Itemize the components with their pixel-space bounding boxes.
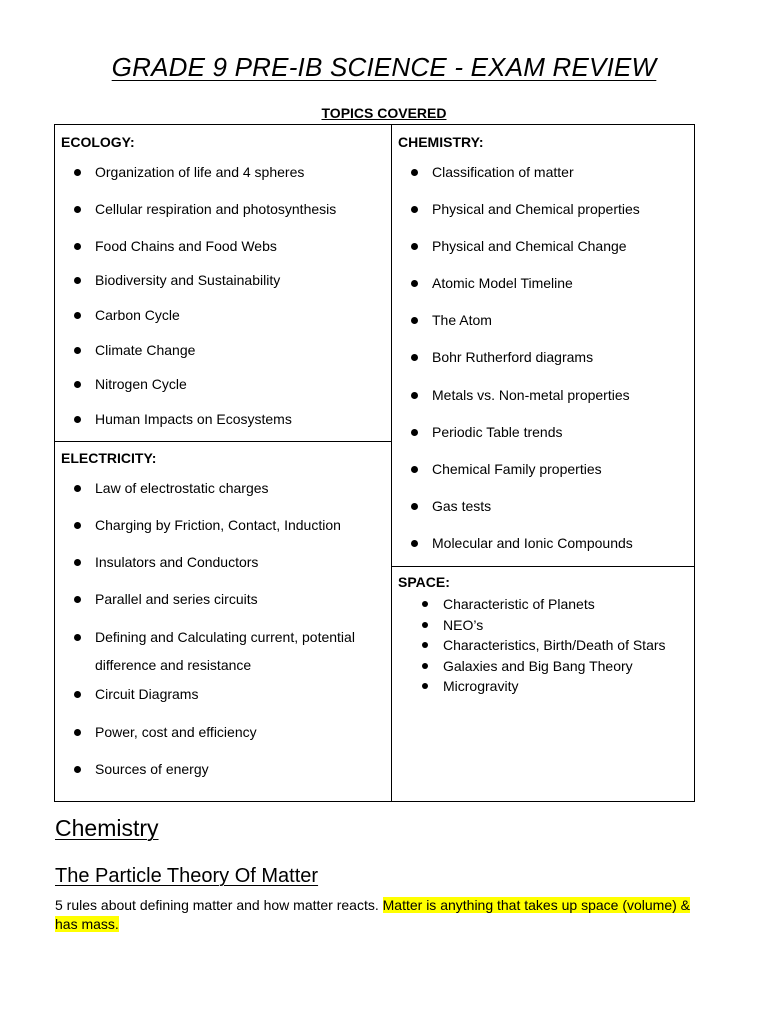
list-item-text: Climate Change [95,342,196,358]
list-item-text: Sources of energy [95,761,209,777]
bullet-icon [422,622,428,628]
bullet-icon [74,312,81,319]
list-item-text: Charging by Friction, Contact, Induction [95,517,341,533]
bullet-icon [74,559,81,566]
list-item-text: Physical and Chemical Change [432,238,627,254]
right-column [392,125,694,801]
bullet-icon [422,663,428,669]
list-item-text: Molecular and Ionic Compounds [432,535,633,551]
list-item-text: Biodiversity and Sustainability [95,272,281,288]
bullet-icon [74,416,81,423]
bullet-icon [74,243,81,250]
sub-heading: The Particle Theory Of Matter [55,865,319,887]
list-item-text: Microgravity [443,678,519,694]
list-item-text: Food Chains and Food Webs [95,238,277,254]
bullet-icon [74,206,81,213]
list-item-text: Gas tests [432,498,492,514]
list-item-text: Metals vs. Non-metal properties [432,387,630,403]
section-heading: Chemistry [55,815,159,841]
bullet-icon [411,392,418,399]
bullet-icon [74,729,81,736]
left-column [55,125,392,801]
list-item-text: Nitrogen Cycle [95,376,187,392]
list-item-text: Insulators and Conductors [95,554,259,570]
list-item-text: Human Impacts on Ecosystems [95,411,292,427]
list-item-text: NEO’s [443,617,484,633]
bullet-icon [74,347,81,354]
bullet-icon [411,243,418,250]
ecology-heading: ECOLOGY: [61,134,135,150]
electricity-heading: ELECTRICITY: [61,450,157,466]
bullet-icon [74,169,81,176]
chemistry-cell [392,125,694,566]
space-cell [392,566,694,801]
bullet-icon [411,540,418,547]
bullet-icon [411,503,418,510]
list-item-text: Physical and Chemical properties [432,201,640,217]
bullet-icon [411,354,418,361]
list-item-text: Cellular respiration and photosynthesis [95,201,337,217]
bullet-icon [74,381,81,388]
bullet-icon [74,596,81,603]
list-item-text: Defining and Calculating current, potential difference and resistance [95,629,355,673]
bullet-icon [411,280,418,287]
list-item-text: Atomic Model Timeline [432,275,573,291]
list-item-text: Periodic Table trends [432,424,563,440]
bullet-icon [411,169,418,176]
document-title: GRADE 9 PRE-IB SCIENCE - EXAM REVIEW [111,52,657,82]
space-heading: SPACE: [398,574,450,590]
list-item-text: Circuit Diagrams [95,686,199,702]
paragraph-text: 5 rules about defining matter and how matter reacts. [55,897,383,913]
bullet-icon [411,429,418,436]
list-item-text: Organization of life and 4 spheres [95,164,305,180]
list-item-text: Carbon Cycle [95,307,180,323]
chemistry-heading: CHEMISTRY: [398,134,484,150]
list-item-text: Bohr Rutherford diagrams [432,349,594,365]
bullet-icon [74,634,81,641]
ecology-cell [55,125,391,441]
bullet-icon [411,206,418,213]
bullet-icon [74,522,81,529]
list-item-text: Classification of matter [432,164,574,180]
highlighted-definition: Matter is anything that takes up space (volume) & has mass. [55,897,690,932]
intro-paragraph [55,896,715,934]
bullet-icon [422,642,428,648]
bullet-icon [411,466,418,473]
bullet-icon [422,601,428,607]
bullet-icon [74,691,81,698]
list-item-text: Characteristics, Birth/Death of Stars [443,637,666,653]
list-item-text: Power, cost and efficiency [95,724,257,740]
topics-table [54,124,695,802]
list-item-text: Galaxies and Big Bang Theory [443,658,633,674]
bullet-icon [74,766,81,773]
list-item-text: Chemical Family properties [432,461,602,477]
electricity-cell [55,441,391,801]
bullet-icon [74,485,81,492]
bullet-icon [411,317,418,324]
list-item-text: Characteristic of Planets [443,596,595,612]
bullet-icon [422,683,428,689]
list-item-text: The Atom [432,312,492,328]
bullet-icon [74,277,81,284]
topics-heading: TOPICS COVERED [321,105,447,121]
list-item-text: Law of electrostatic charges [95,480,269,496]
list-item-text: Parallel and series circuits [95,591,258,607]
